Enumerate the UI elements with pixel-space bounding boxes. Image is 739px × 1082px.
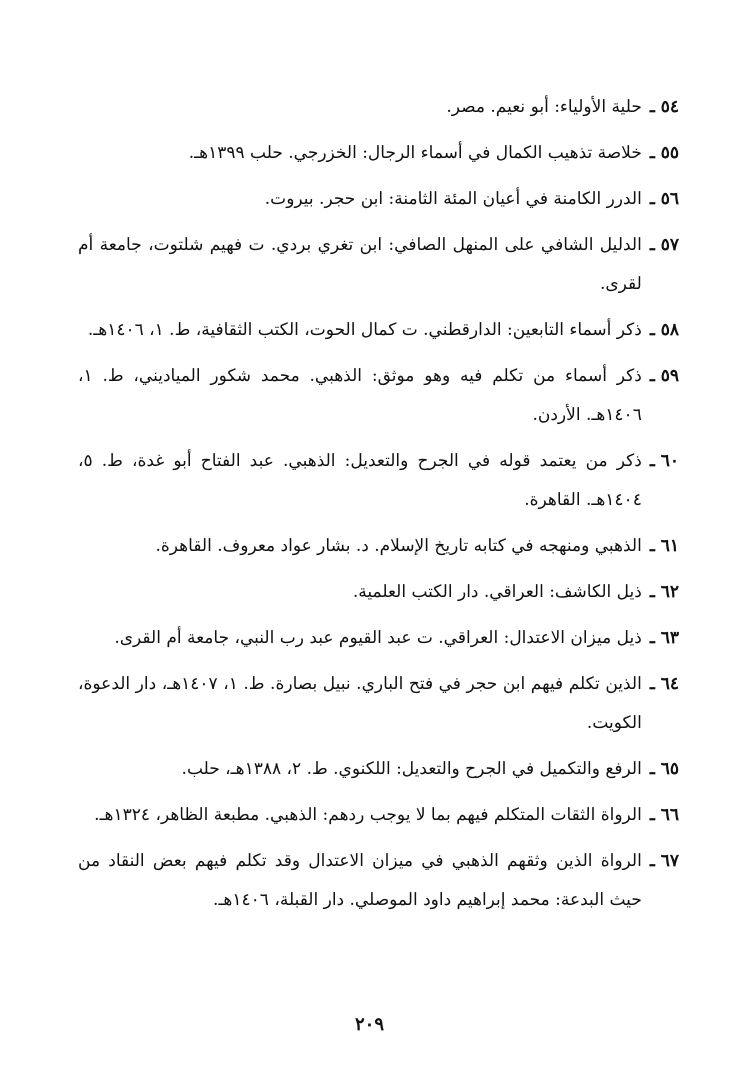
bibliography-entry <box>78 311 679 350</box>
bibliography-entry <box>78 357 679 435</box>
bibliography-entry <box>78 750 679 789</box>
entry-text: ذيل ميزان الاعتدال: العراقي. ت عبد القيوم عبد رب النبي، جامعة أم القرى. <box>114 628 642 648</box>
entry-text: الدرر الكامنة في أعيان المئة الثامنة: ابن حجر. بيروت. <box>264 189 642 209</box>
entry-text: الرفع والتكميل في الجرح والتعديل: اللكنوي. ط. ٢، ١٣٨٨هـ، حلب. <box>181 759 642 779</box>
entry-number: ٦٧ ـ <box>649 851 679 871</box>
entry-text: الذين تكلم فيهم ابن حجر في فتح الباري. نبيل بصارة. ط. ١، ١٤٠٧هـ، دار الدعوة، الكويت. <box>78 674 642 733</box>
entry-number: ٦٦ ـ <box>649 805 679 825</box>
entry-number: ٦٤ ـ <box>649 674 679 694</box>
entry-number: ٦٣ ـ <box>649 628 679 648</box>
entry-number: ٥٤ ـ <box>649 97 679 117</box>
entry-number: ٦٢ ـ <box>649 582 679 602</box>
bibliography-entry <box>78 180 679 219</box>
entry-number: ٥٦ ـ <box>649 189 679 209</box>
bibliography-entry <box>78 442 679 520</box>
bibliography-entry <box>78 573 679 612</box>
entry-number: ٦٠ ـ <box>649 451 679 471</box>
bibliography-entry <box>78 134 679 173</box>
entry-text: ذكر أسماء من تكلم فيه وهو موثق: الذهبي. محمد شكور المياديني، ط. ١، ١٤٠٦هـ. الأردن. <box>78 366 642 425</box>
entry-number: ٦١ ـ <box>649 536 679 556</box>
entry-number: ٦٥ ـ <box>649 759 679 779</box>
entry-number: ٥٧ ـ <box>649 235 679 255</box>
entry-text: الدليل الشافي على المنهل الصافي: ابن تغري بردي. ت فهيم شلتوت، جامعة أم لقرى. <box>78 235 642 294</box>
entry-number: ٥٩ ـ <box>649 366 679 386</box>
bibliography-entry <box>78 842 679 920</box>
entry-number: ٥٥ ـ <box>649 143 679 163</box>
bibliography-entry <box>78 796 679 835</box>
bibliography-entry <box>78 665 679 743</box>
entry-text: الذهبي ومنهجه في كتابه تاريخ الإسلام. د. بشار عواد معروف. القاهرة. <box>155 536 642 556</box>
bibliography-list <box>78 88 679 927</box>
entry-text: الرواة الذين وثقهم الذهبي في ميزان الاعتدال وقد تكلم فيهم بعض النقاد من حيث البدعة: محمد إبراهيم داود الموصلي. دار القبلة، ١٤٠٦هـ. <box>78 851 642 910</box>
entry-text: الرواة الثقات المتكلم فيهم بما لا يوجب ردهم: الذهبي. مطبعة الظاهر، ١٣٢٤هـ. <box>94 805 642 825</box>
bibliography-entry <box>78 619 679 658</box>
entry-text: خلاصة تذهيب الكمال في أسماء الرجال: الخزرجي. حلب ١٣٩٩هـ. <box>188 143 642 163</box>
page-number: ٢٠٩ <box>354 1014 384 1035</box>
entry-text: ذكر أسماء التابعين: الدارقطني. ت كمال الحوت، الكتب الثقافية، ط. ١، ١٤٠٦هـ. <box>87 320 642 340</box>
entry-text: حلية الأولياء: أبو نعيم. مصر. <box>446 97 642 117</box>
bibliography-entry <box>78 527 679 566</box>
bibliography-entry <box>78 88 679 127</box>
entry-text: ذكر من يعتمد قوله في الجرح والتعديل: الذهبي. عبد الفتاح أبو غدة، ط. ٥، ١٤٠٤هـ. القاهرة. <box>78 451 642 510</box>
entry-number: ٥٨ ـ <box>649 320 679 340</box>
bibliography-entry <box>78 226 679 304</box>
entry-text: ذيل الكاشف: العراقي. دار الكتب العلمية. <box>352 582 642 602</box>
